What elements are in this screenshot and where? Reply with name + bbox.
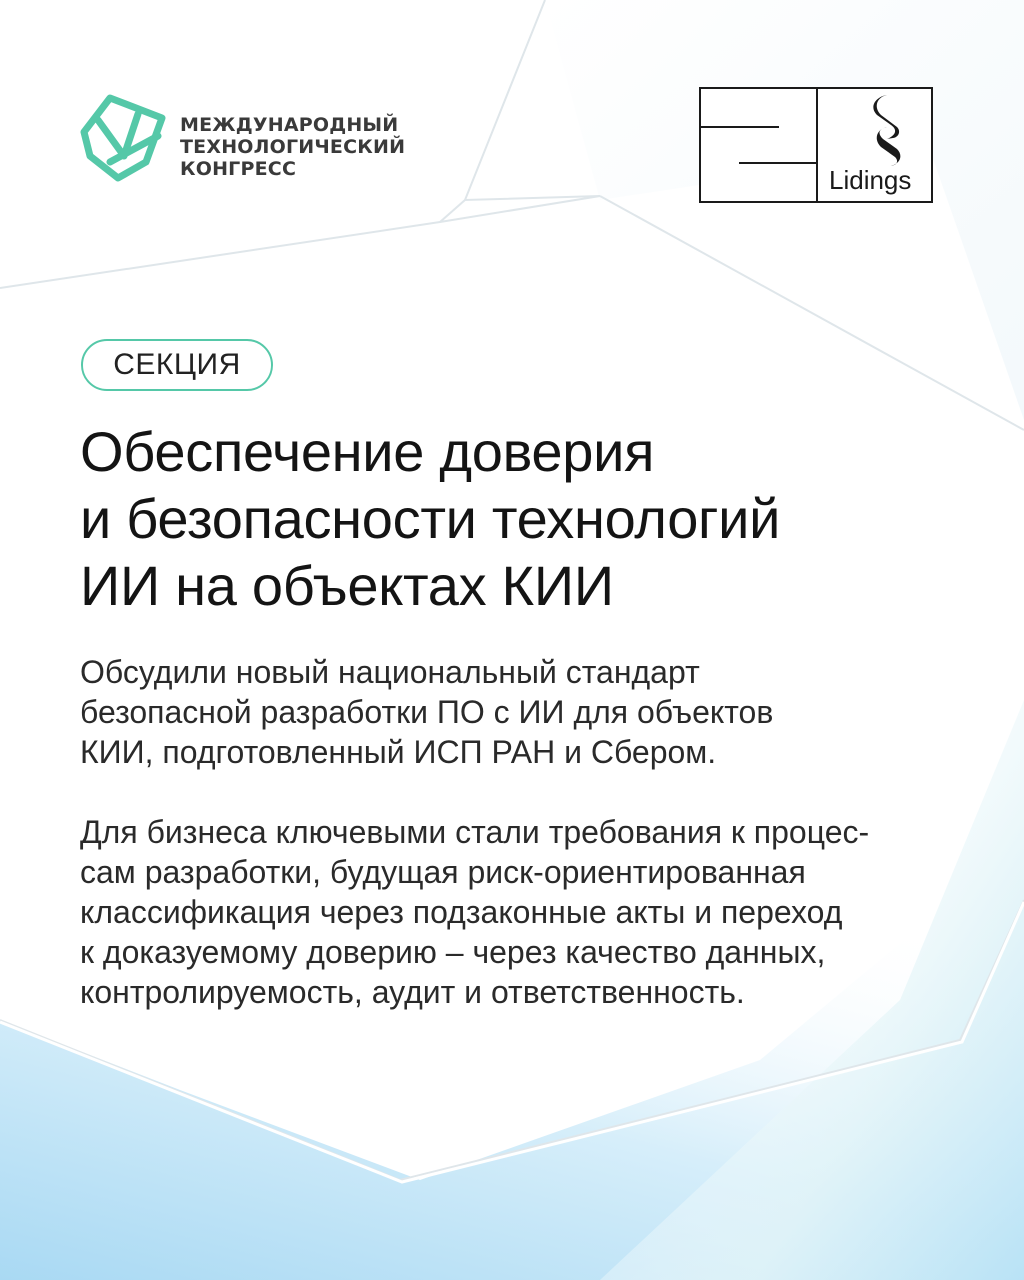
paragraph-business <box>80 812 980 1012</box>
page-title <box>80 418 960 619</box>
lidings-wordmark: Lidings <box>829 165 912 195</box>
paragraph-intro-line-3: КИИ, подготовленный ИСП РАН и Сбером. <box>80 734 717 770</box>
paragraph-intro-line-1: Обсудили новый национальный стандарт <box>80 654 700 690</box>
congress-logo <box>80 92 420 192</box>
title-line-2: и безопасности технологий <box>80 487 781 550</box>
title-line-3: ИИ на объектах КИИ <box>80 554 614 617</box>
paragraph-business-line-4: к доказуемому доверию – через качество данных, <box>80 934 826 970</box>
paragraph-business-line-5: контролируемость, аудит и ответственность. <box>80 974 745 1010</box>
congress-name-line-2: ТЕХНОЛОГИЧЕСКИЙ <box>180 136 406 158</box>
paragraph-business-line-2: сам разработки, будущая риск-ориентированная <box>80 854 806 890</box>
paragraph-intro <box>80 652 980 772</box>
lidings-logo <box>699 87 933 203</box>
title-line-1: Обеспечение доверия <box>80 420 655 483</box>
congress-name-line-1: МЕЖДУНАРОДНЫЙ <box>180 114 399 136</box>
paragraph-business-line-1: Для бизнеса ключевыми стали требования к процес- <box>80 814 870 850</box>
congress-hexagon-icon <box>80 92 170 192</box>
paragraph-business-line-3: классификация через подзаконные акты и переход <box>80 894 843 930</box>
paragraph-intro-line-2: безопасной разработки ПО с ИИ для объектов <box>80 694 774 730</box>
congress-name <box>180 114 405 180</box>
section-tag: СЕКЦИЯ <box>81 339 273 391</box>
congress-name-line-3: КОНГРЕСС <box>180 158 297 180</box>
